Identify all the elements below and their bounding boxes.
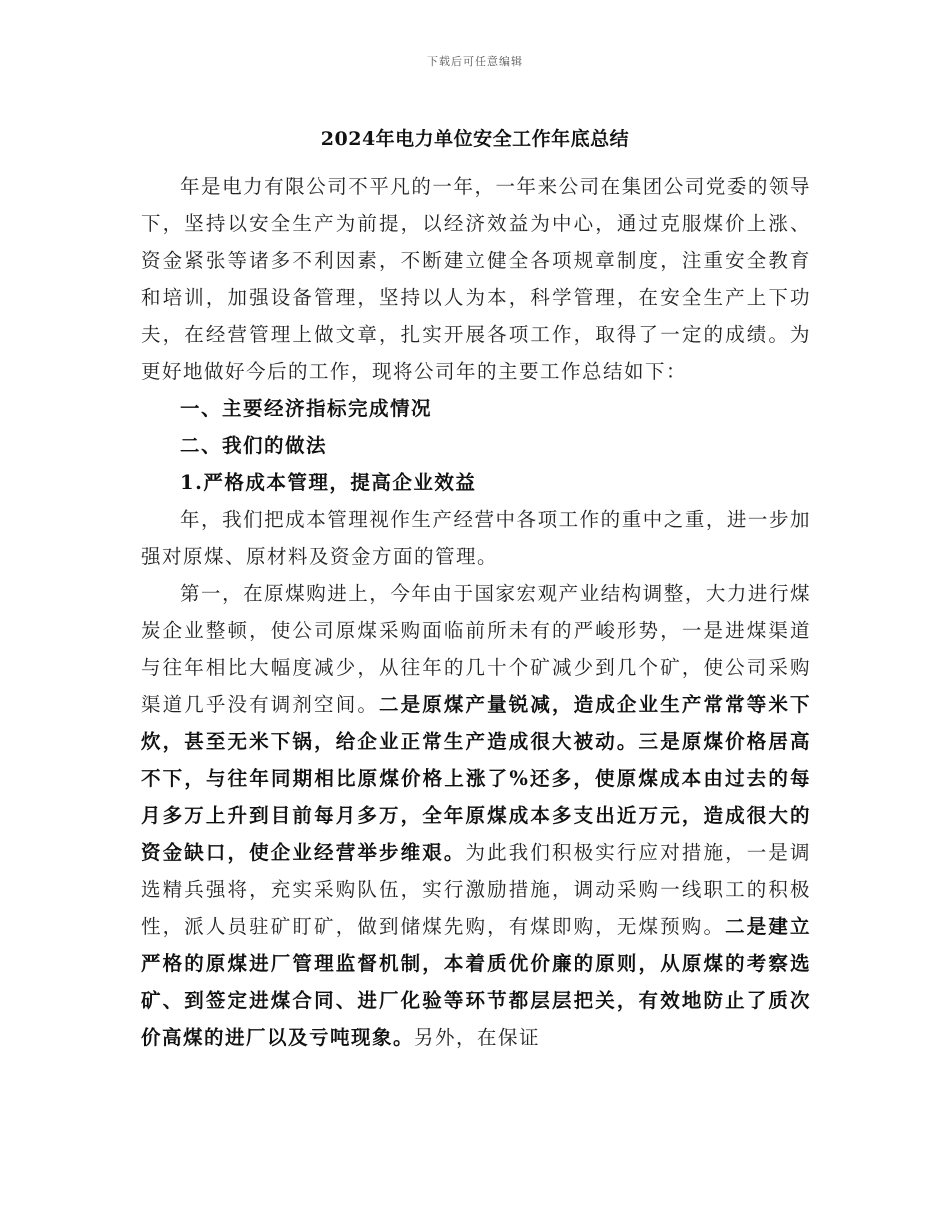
intro-paragraph: 年是电力有限公司不平凡的一年，一年来公司在集团公司党委的领导下，坚持以安全生产为前提，以经济效益为中心，通过克服煤价上涨、资金紧张等诸多不利因素，不断建立健全各项规章制度，注重安全教育和培训，加强设备管理，坚持以人为本，科学管理，在安全生产上下功夫，在经营管理上做文章，扎实开展各项工作，取得了一定的成绩。为更好地做好今后的工作，现将公司年的主要工作总结如下： [141, 175, 811, 383]
document-body [141, 168, 811, 1056]
coal-purchase-text-d: 二是建立严格的原煤进厂管理监督机制，本着质优价廉的原则，从原煤的考察选矿、到签定进煤合同、进厂化验等环节都层层把关，有效地防止了质次价高煤的进厂以及亏吨现象。 [141, 915, 811, 1049]
section-heading-2: 二、我们的做法 [180, 434, 328, 457]
coal-purchase-text-c: 为此我们积极实行应对措施，一是调选精兵强将，充实采购队伍，实行激励措施，调动采购一线职工的积极性，派人员驻矿盯矿，做到储煤先购，有煤即购，无煤预购。 [141, 841, 811, 938]
document-title: 2024年电力单位安全工作年底总结 [320, 128, 630, 150]
subsection-heading-1: 1.严格成本管理，提高企业效益 [180, 471, 477, 494]
coal-purchase-text-a: 第一，在原煤购进上，今年由于国家宏观产业结构调整，大力进行煤炭企业整顿，使公司原煤采购面临前所未有的严峻形势，一是进煤渠道与往年相比大幅度减少，从往年的几十个矿减少到几个矿，使公司采购渠道几乎没有调剂空间。 [141, 582, 811, 716]
header-note: 下载后可任意编辑 [427, 55, 523, 68]
cost-management-paragraph: 年，我们把成本管理视作生产经营中各项工作的重中之重，进一步加强对原煤、原材料及资金方面的管理。 [141, 508, 811, 568]
section-heading-1: 一、主要经济指标完成情况 [180, 397, 433, 420]
coal-purchase-paragraph [141, 575, 811, 1056]
coal-purchase-text-e: 另外，在保证 [414, 1026, 541, 1049]
coal-purchase-text-b: 二是原煤产量锐减，造成企业生产常常等米下炊，甚至无米下锅，给企业正常生产造成很大被动。三是原煤价格居高不下，与往年同期相比原煤价格上涨了%还多，使原煤成本由过去的每月多万上升到目前每月多万，全年原煤成本多支出近万元，造成很大的资金缺口，使企业经营举步维艰。 [141, 693, 811, 864]
